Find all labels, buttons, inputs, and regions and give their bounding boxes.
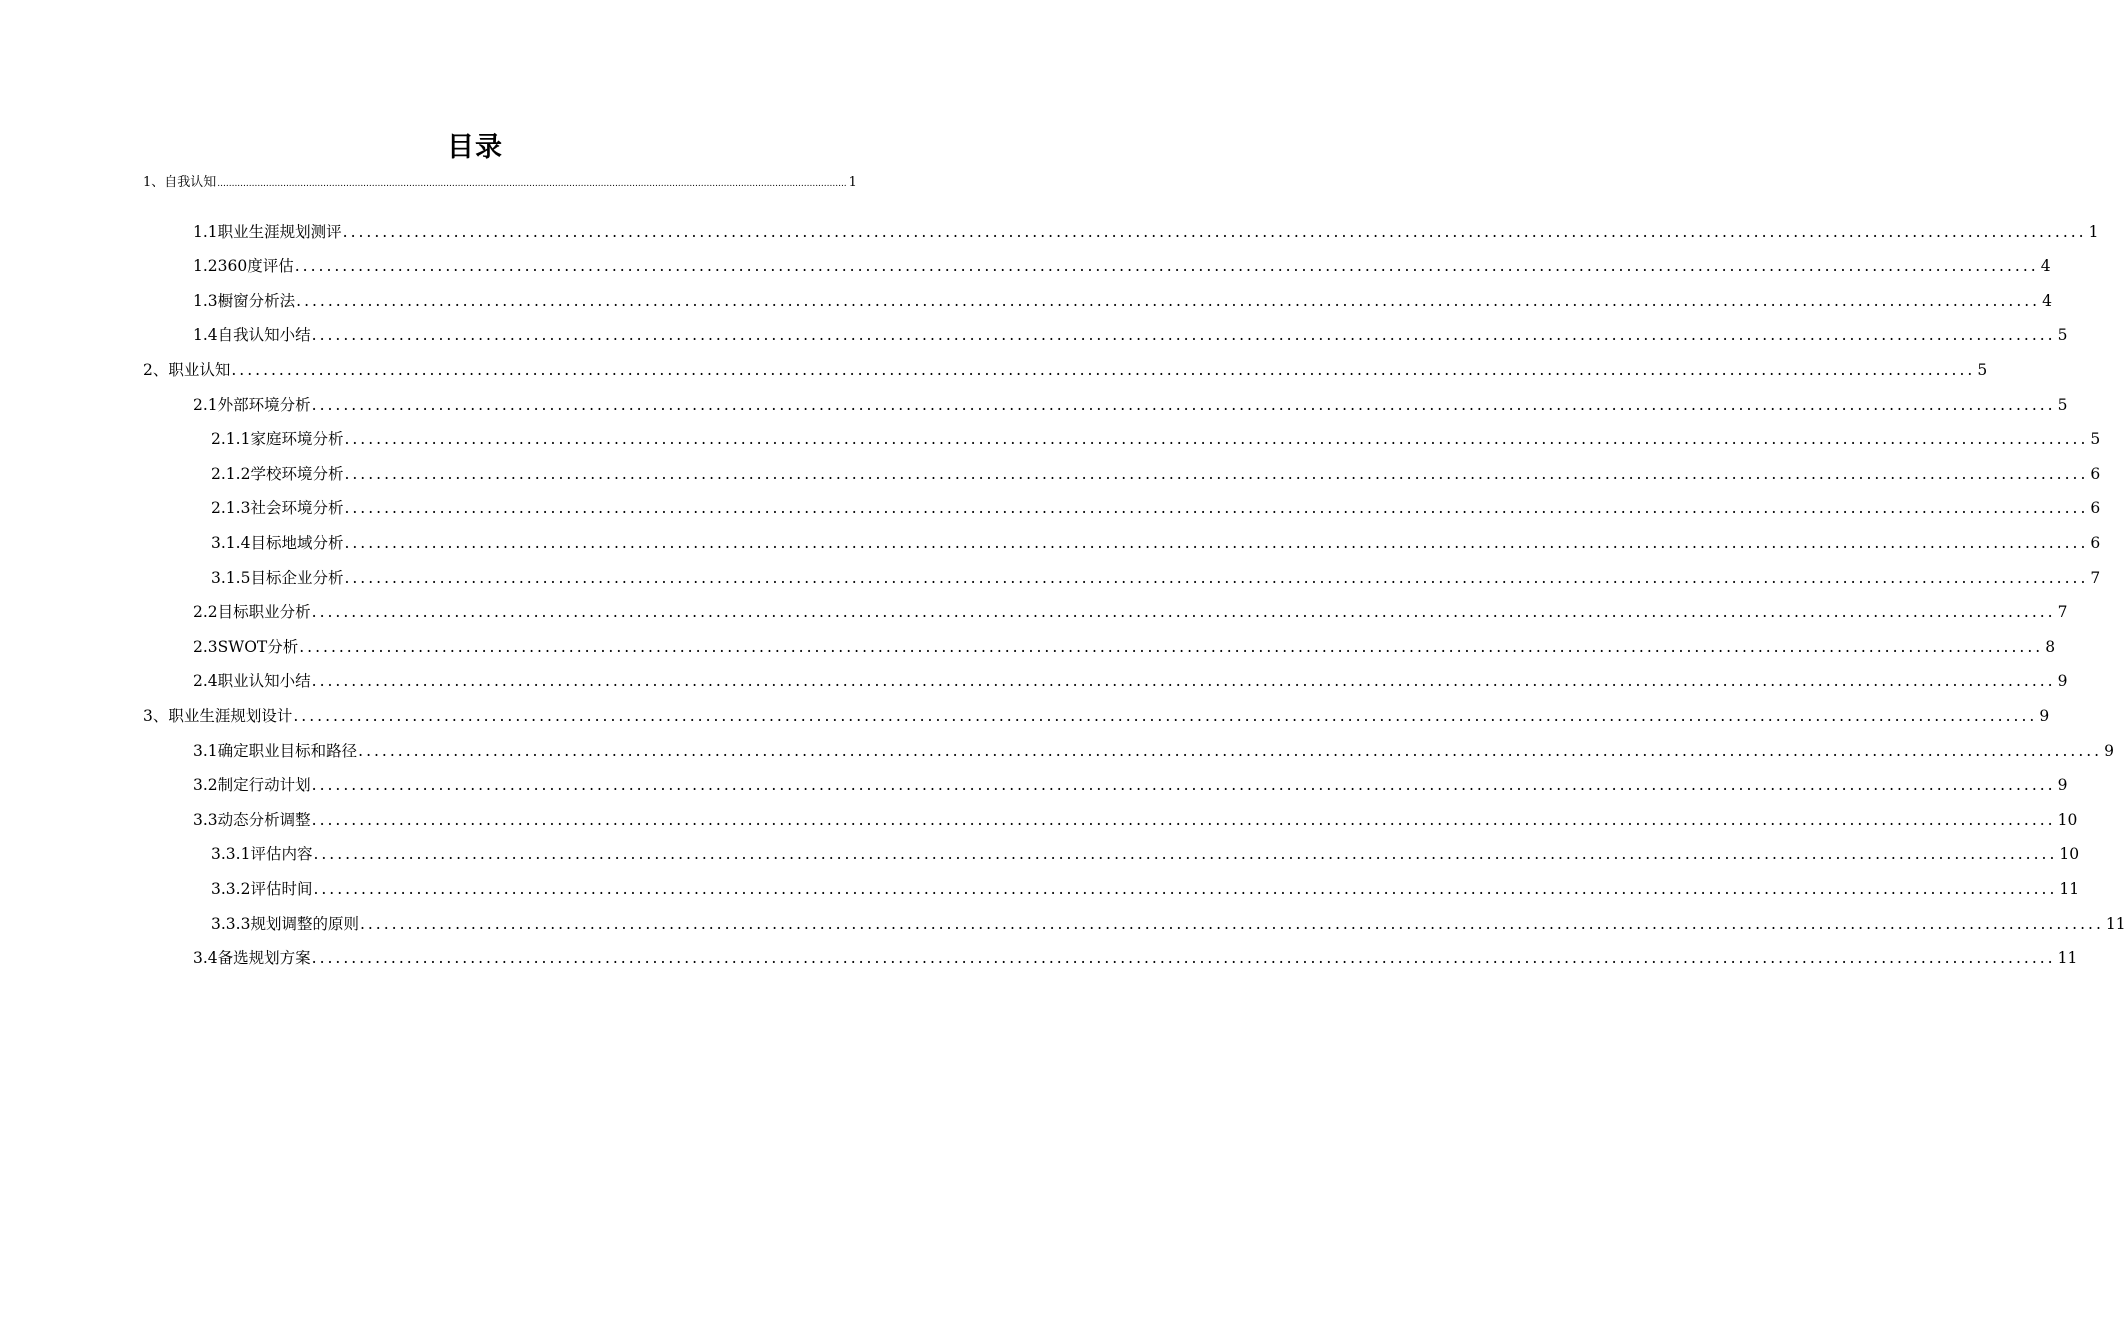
toc-title: 目录 [447, 132, 503, 163]
toc-page-number: 9 [2057, 776, 2068, 795]
toc-page-number: 5 [2090, 430, 2101, 449]
toc-entry[interactable] [211, 839, 2080, 869]
toc-page-number: 5 [1977, 361, 1988, 379]
toc-entry-text: 2.3SWOT分析 [193, 637, 299, 656]
toc-entry[interactable] [143, 355, 1988, 385]
toc-entry[interactable] [193, 217, 2099, 247]
toc-dot-leader: ............................................................................................................................................................................................................................ [217, 179, 847, 189]
toc-entry[interactable] [211, 528, 2101, 558]
toc-entry[interactable] [211, 874, 2080, 904]
toc-page-number: 7 [2090, 568, 2101, 587]
toc-entry[interactable] [193, 943, 2078, 973]
toc-dot-leader: ............................................................................................................................................................................................................................ [311, 810, 2056, 829]
toc-entry-text: 1.4自我认知小结 [193, 326, 311, 345]
toc-entry-text: 3.1确定职业目标和路径 [193, 741, 358, 760]
toc-entry-text: 1、自我认知 [143, 175, 217, 190]
toc-entry[interactable] [193, 770, 2068, 800]
toc-dot-leader: ............................................................................................................................................................................................................................ [344, 499, 2089, 518]
toc-page-number: 1 [848, 175, 857, 190]
toc-entry-text: 2.2目标职业分析 [193, 603, 311, 622]
toc-entry[interactable] [143, 701, 2050, 731]
toc-page-number: 4 [2040, 257, 2051, 276]
toc-dot-leader: ............................................................................................................................................................................................................................ [311, 326, 2056, 345]
toc-page-number: 1 [2088, 222, 2099, 241]
toc-dot-leader: ............................................................................................................................................................................................................................ [359, 914, 2104, 933]
toc-entry-text: 3.3动态分析调整 [193, 810, 311, 829]
toc-dot-leader: ............................................................................................................................................................................................................................ [358, 741, 2103, 760]
toc-entry-text: 1.1职业生涯规划测评 [193, 222, 342, 241]
toc-entry-text: 3.3.2评估时间 [211, 880, 313, 898]
toc-page-number: 11 [2105, 914, 2126, 933]
toc-dot-leader: ............................................................................................................................................................................................................................ [342, 222, 2087, 241]
toc-page-number: 5 [2057, 326, 2068, 345]
toc-entry-text: 2.4职业认知小结 [193, 672, 311, 691]
toc-entry[interactable] [193, 805, 2078, 835]
toc-page-number: 9 [2057, 672, 2068, 691]
toc-dot-leader: ............................................................................................................................................................................................................................ [296, 291, 2041, 310]
toc-page-number: 10 [2057, 810, 2078, 829]
toc-dot-leader: ............................................................................................................................................................................................................................ [299, 637, 2044, 656]
toc-entry[interactable] [193, 736, 2114, 766]
toc-entry[interactable] [193, 320, 2068, 350]
toc-page-number: 8 [2045, 637, 2056, 656]
toc-entry-text: 2.1.3社会环境分析 [211, 499, 344, 518]
toc-entry[interactable] [193, 632, 2056, 662]
toc-entry-text: 2.1.2学校环境分析 [211, 464, 344, 483]
toc-dot-leader: ............................................................................................................................................................................................................................ [311, 672, 2056, 691]
toc-dot-leader: ............................................................................................................................................................................................................................ [313, 845, 2058, 864]
toc-page-number: 7 [2057, 603, 2068, 622]
toc-entry[interactable] [211, 563, 2101, 593]
toc-page-number: 9 [2104, 741, 2114, 760]
toc-page-number: 6 [2090, 499, 2101, 518]
toc-dot-leader: ............................................................................................................................................................................................................................ [311, 395, 2056, 414]
toc-dot-leader: ............................................................................................................................................................................................................................ [344, 534, 2089, 552]
toc-page-number: 9 [2039, 707, 2050, 725]
toc-dot-leader: ............................................................................................................................................................................................................................ [344, 464, 2089, 483]
toc-entry-text: 3、职业生涯规划设计 [143, 707, 293, 725]
toc-entry[interactable] [211, 459, 2101, 489]
toc-entry[interactable] [211, 909, 2126, 939]
toc-page-number: 6 [2090, 534, 2101, 552]
toc-dot-leader: ............................................................................................................................................................................................................................ [294, 257, 2039, 276]
toc-entry[interactable] [211, 424, 2101, 454]
toc-dot-leader: ............................................................................................................................................................................................................................ [344, 430, 2089, 449]
toc-entry[interactable] [193, 666, 2068, 696]
toc-entry-text: 1.3橱窗分析法 [193, 291, 296, 310]
toc-entry[interactable] [193, 390, 2068, 420]
toc-entry[interactable] [193, 251, 2051, 281]
toc-entry-text: 3.3.1评估内容 [211, 845, 313, 864]
toc-dot-leader: ............................................................................................................................................................................................................................ [311, 949, 2056, 968]
toc-dot-leader: ............................................................................................................................................................................................................................ [293, 707, 2038, 725]
toc-entry-text: 2.1外部环境分析 [193, 395, 311, 414]
toc-entry[interactable] [211, 493, 2101, 523]
toc-entry-text: 3.4备选规划方案 [193, 949, 311, 968]
toc-dot-leader: ............................................................................................................................................................................................................................ [313, 880, 2058, 898]
toc-entry-text: 2、职业认知 [143, 361, 231, 379]
toc-page-number: 6 [2090, 464, 2101, 483]
toc-page-number: 5 [2057, 395, 2068, 414]
toc-dot-leader: ............................................................................................................................................................................................................................ [344, 568, 2089, 587]
toc-entry[interactable] [193, 597, 2068, 627]
toc-dot-leader: ............................................................................................................................................................................................................................ [231, 361, 1976, 379]
toc-entry-text: 2.1.1家庭环境分析 [211, 430, 344, 449]
toc-page-number: 10 [2059, 845, 2080, 864]
toc-entry-text: 3.2制定行动计划 [193, 776, 311, 795]
toc-entry[interactable] [143, 170, 857, 196]
toc-page-number: 4 [2042, 291, 2052, 310]
toc-dot-leader: ............................................................................................................................................................................................................................ [311, 603, 2056, 622]
toc-entry[interactable] [193, 286, 2052, 316]
toc-entry-text: 3.1.4目标地域分析 [211, 534, 344, 552]
toc-page-number: 11 [2059, 880, 2080, 898]
toc-entry-text: 3.3.3规划调整的原则 [211, 914, 359, 933]
toc-entry-text: 3.1.5目标企业分析 [211, 568, 344, 587]
toc-page-number: 11 [2057, 949, 2078, 968]
toc-entry-text: 1.2360度评估 [193, 257, 294, 276]
toc-dot-leader: ............................................................................................................................................................................................................................ [311, 776, 2056, 795]
